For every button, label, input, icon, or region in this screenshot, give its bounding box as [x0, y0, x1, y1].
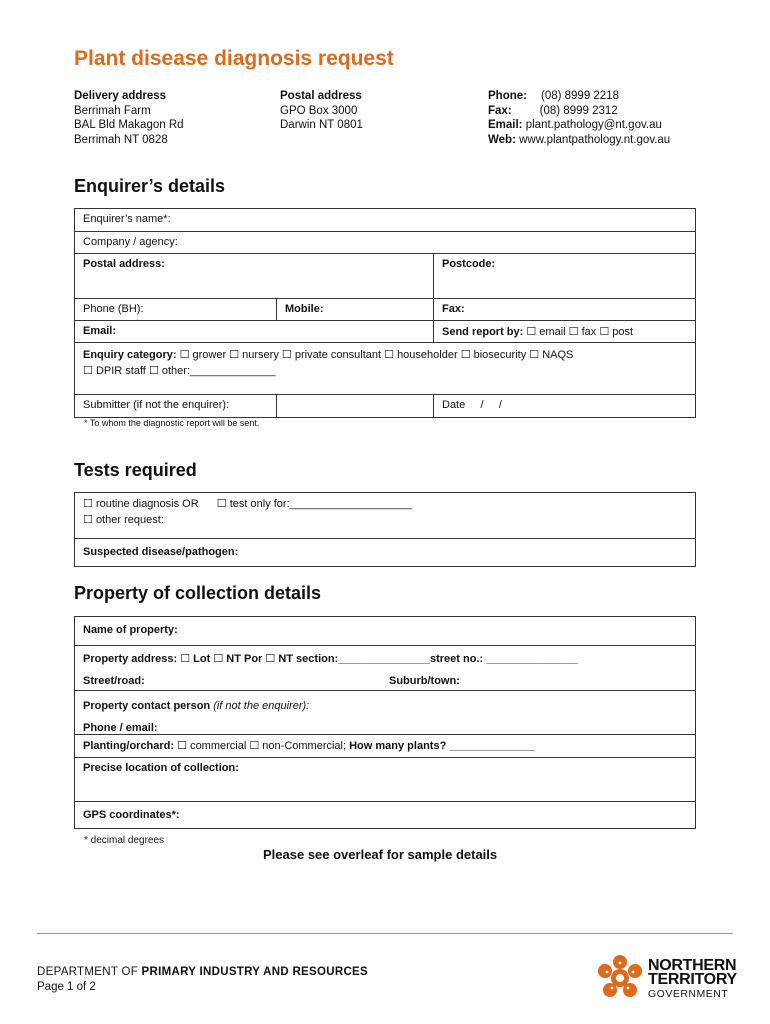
category-biosecurity: biosecurity: [473, 349, 527, 361]
checkbox-icon[interactable]: ☐: [384, 348, 394, 361]
checkbox-icon[interactable]: ☐: [599, 325, 610, 338]
send-report-cell: [433, 321, 695, 342]
enquiry-category-row: [75, 343, 695, 395]
web-value[interactable]: www.plantpathology.nt.gov.au: [519, 133, 671, 146]
phone-row[interactable]: [75, 299, 695, 321]
street-label: Street/road:: [83, 675, 145, 687]
send-fax-option: fax: [581, 326, 597, 338]
footer-divider: [37, 933, 733, 934]
contact-person-note: (if not the enquirer):: [213, 700, 310, 712]
planting-commercial-option: commercial: [190, 740, 247, 752]
enquirer-form: [74, 208, 696, 418]
date-label: Date / /: [433, 395, 695, 417]
department-name: [37, 966, 368, 978]
phone-value: (08) 8999 2218: [540, 90, 619, 102]
property-address-cell: [75, 646, 695, 690]
nt-logo-text: [648, 959, 737, 1001]
delivery-address: [74, 89, 184, 147]
postal-line2: Darwin NT 0801: [280, 119, 363, 132]
suspected-row[interactable]: [75, 539, 695, 566]
email-value[interactable]: plant.pathology@nt.gov.au: [525, 119, 662, 132]
property-form: [74, 616, 696, 829]
checkbox-icon[interactable]: ☐: [177, 739, 187, 752]
checkbox-icon[interactable]: ☐: [180, 652, 191, 665]
enquiry-category-cell: [75, 343, 695, 394]
overleaf-note: Please see overleaf for sample details: [263, 847, 498, 862]
suburb-label: Suburb/town:: [389, 675, 460, 687]
enquirer-name-row[interactable]: [75, 209, 695, 232]
page-number: Page 1 of 2: [37, 981, 96, 993]
email-label: Email:: [488, 119, 523, 132]
checkbox-icon[interactable]: ☐: [179, 348, 190, 361]
planting-label: Planting/orchard:: [83, 740, 175, 752]
tests-options-row: [75, 493, 695, 539]
checkbox-icon[interactable]: ☐: [265, 652, 276, 665]
checkbox-icon[interactable]: ☐: [526, 325, 537, 338]
property-heading: Property of collection details: [74, 583, 322, 603]
delivery-line2: BAL Bld Makagon Rd: [74, 119, 184, 132]
fax-field-label: Fax:: [433, 299, 695, 320]
submitter-label: Submitter (if not the enquirer):: [83, 399, 230, 411]
category-other: other:______________: [161, 365, 276, 377]
location-label: Precise location of collection:: [83, 762, 239, 774]
property-contact-cell: [75, 691, 695, 734]
category-nursery: nursery: [242, 349, 279, 361]
checkbox-icon[interactable]: ☐: [148, 364, 159, 377]
send-email-option: email: [539, 326, 566, 338]
contact-person-label: Property contact person: [83, 700, 211, 712]
property-name-row[interactable]: [75, 617, 695, 646]
company-label: Company / agency:: [83, 236, 178, 248]
section-blank[interactable]: _______________: [338, 653, 430, 665]
phone-bh-label: Phone (BH):: [83, 303, 144, 315]
logo-line1: NORTHERN: [648, 957, 737, 974]
submitter-row[interactable]: [75, 395, 695, 417]
planting-cell: [75, 735, 695, 757]
postal-line1: GPO Box 3000: [280, 104, 358, 117]
delivery-line1: Berrimah Farm: [74, 104, 151, 117]
submitter-field[interactable]: [276, 395, 433, 417]
other-request-option: other request:: [95, 514, 164, 526]
category-dpir-staff: DPIR staff: [95, 365, 146, 377]
checkbox-icon[interactable]: ☐: [460, 348, 471, 361]
enquirer-name-label: Enquirer’s name*:: [83, 213, 171, 225]
address-lot-option: Lot: [193, 653, 211, 665]
email-field-label: Email:: [83, 325, 117, 337]
test-only-option: test only for:____________________: [229, 498, 413, 510]
mobile-label: Mobile:: [276, 299, 433, 320]
postal-address-label: Postal address:: [83, 258, 165, 270]
postcode-label: Postcode:: [433, 254, 695, 298]
fax-label: Fax:: [488, 104, 512, 117]
phone-label: Phone:: [488, 90, 527, 102]
property-address-row: [75, 646, 695, 691]
checkbox-icon[interactable]: ☐: [83, 513, 93, 526]
dept-prefix: DEPARTMENT OF: [37, 966, 142, 978]
nt-flower-logo-icon: [596, 954, 644, 1002]
checkbox-icon[interactable]: ☐: [229, 348, 240, 361]
checkbox-icon[interactable]: ☐: [529, 348, 540, 361]
enquiry-category-label: Enquiry category:: [83, 349, 177, 361]
category-householder: householder: [397, 349, 458, 361]
web-label: Web:: [488, 133, 516, 146]
planting-row: [75, 735, 695, 758]
gps-label: GPS coordinates*:: [83, 809, 180, 821]
checkbox-icon[interactable]: ☐: [249, 739, 260, 752]
planting-noncommercial-option: non-Commercial;: [262, 740, 347, 752]
delivery-line3: Berrimah NT 0828: [74, 133, 168, 146]
logo-line2: TERRITORY: [648, 971, 737, 988]
street-no-label[interactable]: street no.: _______________: [430, 653, 578, 665]
send-post-option: post: [612, 326, 634, 338]
property-contact-row: [75, 691, 695, 735]
location-row[interactable]: [75, 758, 695, 802]
category-naqs: NAQS: [542, 349, 574, 361]
gps-row[interactable]: [75, 802, 695, 828]
dept-bold: PRIMARY INDUSTRY AND RESOURCES: [141, 966, 368, 978]
category-grower: grower: [192, 349, 227, 361]
category-private-consultant: private consultant: [294, 349, 382, 361]
enquirer-heading: Enquirer’s details: [74, 176, 226, 196]
send-report-label: Send report by:: [442, 326, 524, 338]
postal-address: [280, 89, 363, 133]
checkbox-icon[interactable]: ☐: [83, 497, 93, 510]
property-address-label: Property address:: [83, 653, 178, 665]
postal-label: Postal address: [280, 90, 362, 102]
checkbox-icon[interactable]: ☐: [83, 364, 93, 377]
checkbox-icon[interactable]: ☐: [281, 348, 292, 361]
email-row[interactable]: [75, 321, 695, 343]
address-nt-section-option: NT section:: [278, 653, 339, 665]
checkbox-icon[interactable]: ☐: [568, 325, 579, 338]
how-many-plants-label[interactable]: How many plants? ______________: [349, 740, 535, 752]
logo-line3: GOVERNMENT: [648, 988, 729, 1000]
tests-options-cell: [75, 493, 695, 538]
tests-form: [74, 492, 696, 567]
property-name-label: Name of property:: [83, 624, 178, 636]
postal-address-row[interactable]: [75, 254, 695, 299]
enquirer-note: * To whom the diagnostic report will be sent.: [84, 418, 260, 428]
routine-diagnosis-option: routine diagnosis OR: [95, 498, 199, 510]
gps-note: * decimal degrees: [84, 835, 165, 846]
phone-email-label: Phone / email:: [83, 722, 158, 734]
delivery-label: Delivery address: [74, 90, 167, 102]
contact-block: [488, 89, 670, 147]
checkbox-icon[interactable]: ☐: [213, 652, 224, 665]
fax-value: (08) 8999 2312: [539, 104, 618, 117]
page-title: Plant disease diagnosis request: [74, 47, 394, 70]
checkbox-icon[interactable]: ☐: [216, 497, 227, 510]
company-row[interactable]: [75, 232, 695, 254]
address-nt-por-option: NT Por: [226, 653, 263, 665]
tests-heading: Tests required: [74, 460, 197, 480]
suspected-label: Suspected disease/pathogen:: [83, 546, 239, 558]
